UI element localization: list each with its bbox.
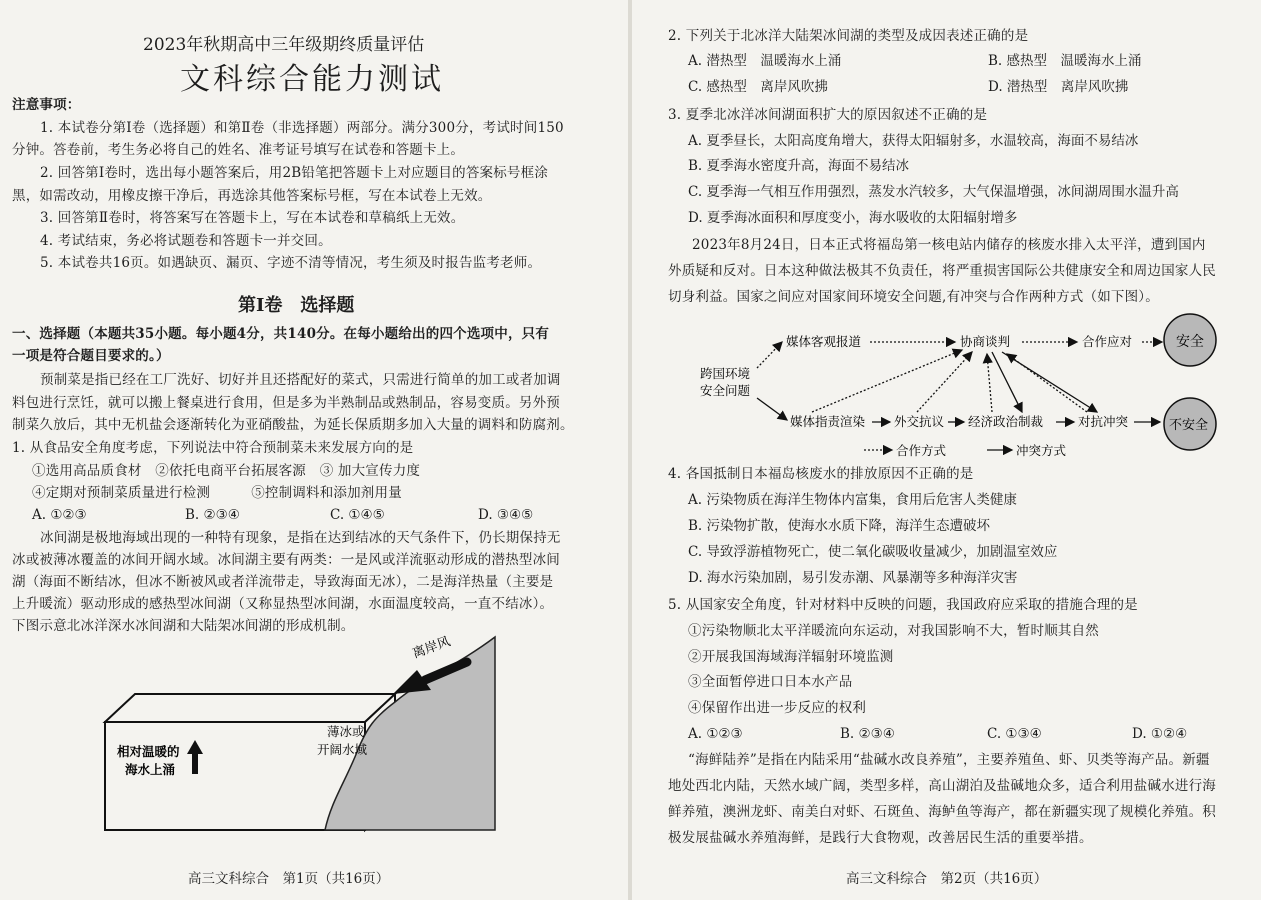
- media-report-node: 媒体客观报道: [786, 334, 862, 349]
- upwelling-label: 相对温暖的: [117, 744, 180, 759]
- passage-line: 上升暖流）驱动形成的感热型冰间湖（又称显热型冰间湖，水面温度较高，一直不结冰）。: [12, 596, 554, 612]
- page-footer: 高三文科综合 第1页（共16页）: [188, 871, 390, 887]
- question-stem: 3. 夏季北冰洋冰间湖面积扩大的原因叙述不正确的是: [668, 107, 988, 123]
- notice-line: 4. 考试结束，务必将试题卷和答题卡一并交回。: [40, 233, 332, 249]
- protest-node: 外交抗议: [894, 414, 945, 429]
- polynya-diagram: [95, 632, 515, 842]
- option-a: A. 污染物质在海洋生物体内富集，食用后危害人类健康: [688, 492, 1017, 508]
- option-a: A. ①②③: [32, 507, 87, 523]
- upwelling-label: 海水上涌: [125, 762, 176, 777]
- option-d: D. ①②④: [1132, 726, 1188, 742]
- question-item: ③全面暂停进口日本水产品: [688, 674, 853, 690]
- option-d: D. ③④⑤: [478, 507, 534, 523]
- notice-line: 分钟。答卷前，考生务必将自己的姓名、准考证号填写在试卷和答题卡上。: [12, 142, 465, 158]
- subject-title: 文科综合能力测试: [180, 62, 444, 97]
- option-b: B. ②③④: [840, 726, 895, 742]
- passage-line: 鲜养殖，澳洲龙虾、南美白对虾、石斑鱼、海鲈鱼等海产，都在新疆实现了规模化养殖。积: [668, 804, 1216, 820]
- option-c: C. 感热型 离岸风吹拂: [688, 79, 828, 95]
- cross-arrow: [987, 354, 992, 412]
- thin-ice-label: 开阔水域: [317, 742, 368, 757]
- negotiation-node: 协商谈判: [960, 334, 1011, 349]
- passage-line: 2023年8月24日，日本正式将福岛第一核电站内储存的核废水排入太平洋，遭到国内: [692, 237, 1206, 253]
- cooperation-node: 合作应对: [1082, 334, 1133, 349]
- question-stem: 1. 从食品安全角度考虑，下列说法中符合预制菜未来发展方向的是: [12, 440, 414, 456]
- question-item: ④保留作出进一步反应的权利: [688, 700, 867, 716]
- notice-line: 黑，如需改动，用橡皮擦干净后，再选涂其他答案标号框，写在本试卷上无效。: [12, 188, 492, 204]
- question-stem: 5. 从国家安全角度，针对材料中反映的问题，我国政府应采取的措施合理的是: [668, 597, 1138, 613]
- conflict-node: 对抗冲突: [1078, 414, 1129, 429]
- wind-arrow-head: [393, 670, 431, 694]
- notice-heading: 注意事项：: [12, 97, 81, 113]
- question-item: ①污染物顺北太平洋暖流向东运动，对我国影响不大，暂时顺其自然: [688, 623, 1099, 639]
- option-c: C. 夏季海一气相互作用强烈，蒸发水汽较多，大气保温增强，冰间湖周围水温升高: [688, 184, 1179, 200]
- passage-line: 制菜久放后，其中无机盐会逐渐转化为亚硝酸盐，为延长保质期多加入大量的调料和防腐剂。: [12, 417, 574, 433]
- exam-page-1: [0, 0, 628, 900]
- passage-line: 料包进行烹饪，就可以搬上餐桌进行食用，但是多为半熟制品或熟制品，容易变质。另外预: [12, 395, 560, 411]
- cross-arrow: [917, 352, 972, 412]
- option-d: D. 潜热型 离岸风吹拂: [988, 79, 1129, 95]
- unsafe-label: 不安全: [1169, 418, 1209, 433]
- part-heading: 一项是符合题目要求的。）: [12, 348, 170, 364]
- option-d: D. 夏季海冰面积和厚度变小，海水吸收的太阳辐射增多: [688, 210, 1018, 226]
- notice-line: 2. 回答第Ⅰ卷时，选出每小题答案后，用2B铅笔把答题卡上对应题目的答案标号框涂: [40, 165, 549, 181]
- exam-title: 2023年秋期高中三年级期终质量评估: [143, 35, 425, 55]
- exam-page-2: [632, 0, 1261, 900]
- security-flow-diagram: [692, 308, 1252, 466]
- option-c: C. ①③④: [987, 726, 1042, 742]
- passage-line: 外质疑和反对。日本这种做法极其不负责任，将严重损害国际公共健康安全和周边国家人民: [668, 263, 1216, 279]
- passage-line: 切身利益。国家之间应对国家间环境安全问题,有冲突与合作两种方式（如下图）。: [668, 289, 1159, 305]
- cross-arrow: [812, 350, 962, 412]
- question-item: ②开展我国海域海洋辐射环境监测: [688, 649, 894, 665]
- option-a: A. 潜热型 温暖海水上涌: [688, 53, 842, 69]
- notice-line: 1. 本试卷分第Ⅰ卷（选择题）和第Ⅱ卷（非选择题）两部分。满分300分，考试时间150: [40, 120, 564, 136]
- down-arrow: [1002, 352, 1097, 412]
- down-arrow: [992, 352, 1022, 412]
- passage-line: 地处西北内陆，天然水域广阔，类型多样，高山湖泊及盐碱地众多，适合利用盐碱水进行海: [668, 778, 1216, 794]
- question-items: ①选用高品质食材 ②依托电商平台拓展客源 ③ 加大宣传力度: [32, 463, 421, 479]
- media-blame-node: 媒体指责渲染: [790, 414, 866, 429]
- question-stem: 2. 下列关于北冰洋大陆架冰间湖的类型及成因表述正确的是: [668, 28, 1029, 44]
- option-a: A. 夏季昼长，太阳高度角增大，获得太阳辐射多，水温较高，海面不易结冰: [688, 133, 1139, 149]
- upwelling-arrow-shaft: [192, 752, 198, 774]
- option-b: B. ②③④: [185, 507, 240, 523]
- legend-cooperation: 合作方式: [896, 443, 947, 458]
- arrow-to-media-blame: [757, 398, 787, 420]
- passage-line: 冰间湖是极地海域出现的一种特有现象，是指在达到结冰的天气条件下，仍长期保持无: [40, 530, 561, 546]
- passage-line: 湖（海面不断结冰，但冰不断被风或者洋流带走，导致海面无冰），二是海洋热量（主要是: [12, 574, 554, 590]
- part-heading: 一、选择题（本题共35小题。每小题4分，共140分。在每小题给出的四个选项中，只有: [12, 326, 550, 342]
- option-b: B. 感热型 温暖海水上涌: [988, 53, 1142, 69]
- option-b: B. 夏季海水密度升高，海面不易结冰: [688, 158, 910, 174]
- option-c: C. 导致浮游植物死亡，使二氧化碳吸收量减少，加剧温室效应: [688, 544, 1058, 560]
- notice-line: 5. 本试卷共16页。如遇缺页、漏页、字迹不清等情况，考生须及时报告监考老师。: [40, 255, 542, 271]
- passage-line: 预制菜是指已经在工厂洗好、切好并且还搭配好的菜式，只需进行简单的加工或者加调: [40, 372, 561, 388]
- passage-line: “海鲜陆养”是指在内陆采用“盐碱水改良养殖”，主要养殖鱼、虾、贝类等海产品。新疆: [688, 752, 1210, 768]
- sanction-node: 经济政治制裁: [968, 414, 1044, 429]
- legend-conflict: 冲突方式: [1016, 443, 1067, 458]
- passage-line: 极发展盐碱水养殖海鲜，是践行大食物观，改善居民生活的重要举措。: [668, 830, 1093, 846]
- arrow-to-media-report: [757, 342, 782, 368]
- passage-line: 冰或被薄冰覆盖的冰间开阔水域。冰间湖主要有两类：一是风或洋流驱动形成的潜热型冰间: [12, 552, 560, 568]
- option-c: C. ①④⑤: [330, 507, 385, 523]
- question-stem: 4. 各国抵制日本福岛核废水的排放原因不正确的是: [668, 466, 974, 482]
- source-node: 安全问题: [700, 383, 751, 398]
- option-a: A. ①②③: [688, 726, 743, 742]
- notice-line: 3. 回答第Ⅱ卷时，将答案写在答题卡上，写在本试卷和草稿纸上无效。: [40, 210, 465, 226]
- source-node: 跨国环境: [700, 366, 751, 381]
- safe-label: 安全: [1176, 334, 1204, 350]
- passage-line: 下图示意北冰洋深水冰间湖和大陆架冰间湖的形成机制。: [12, 618, 355, 634]
- option-b: B. 污染物扩散，使海水水质下降，海洋生态遭破坏: [688, 518, 991, 534]
- box-top: [105, 694, 395, 722]
- page-footer: 高三文科综合 第2页（共16页）: [846, 871, 1048, 887]
- section-title: 第Ⅰ卷 选择题: [238, 295, 355, 316]
- thin-ice-label: 薄冰或: [327, 724, 365, 739]
- question-items: ④定期对预制菜质量进行检测 ⑤控制调料和添加剂用量: [32, 485, 402, 501]
- wind-label: 离岸风: [410, 634, 453, 662]
- option-d: D. 海水污染加剧，易引发赤潮、风暴潮等多种海洋灾害: [688, 570, 1018, 586]
